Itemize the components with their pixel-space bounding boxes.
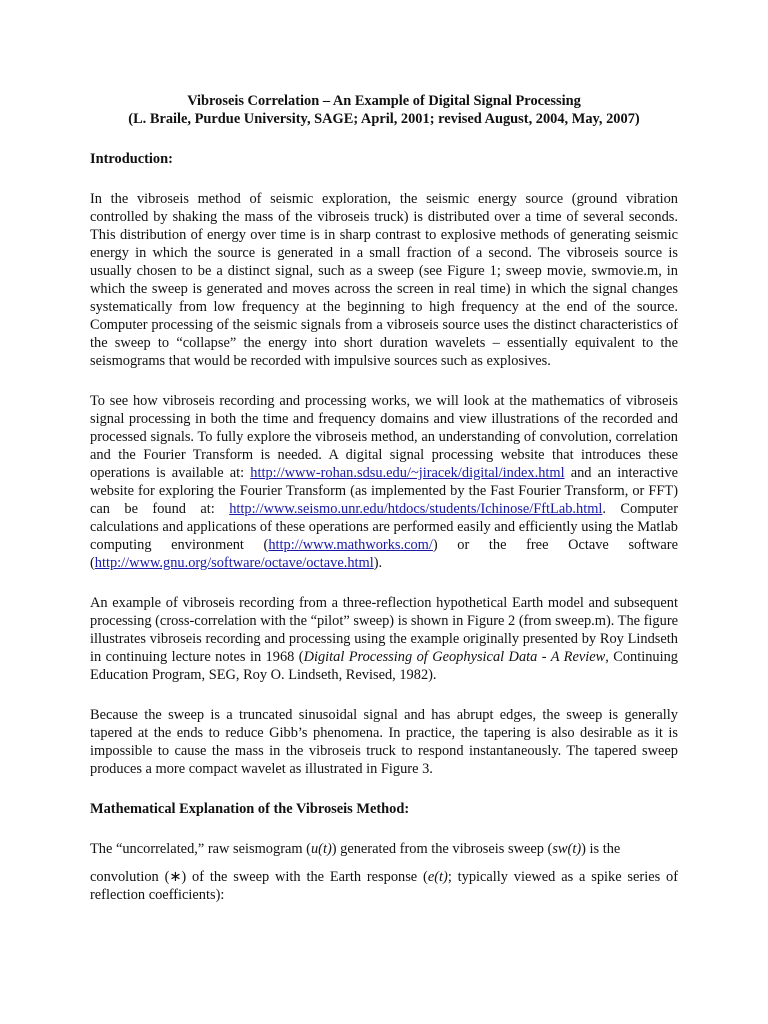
introduction-heading: Introduction: bbox=[90, 151, 173, 167]
document-page bbox=[90, 92, 678, 904]
lindseth-reference-title: Digital Processing of Geophysical Data - A Review bbox=[303, 649, 606, 665]
digital-processing-link[interactable]: http://www-rohan.sdsu.edu/~jiracek/digital/index.html bbox=[250, 465, 565, 481]
mathworks-link[interactable]: http://www.mathworks.com/ bbox=[268, 537, 433, 553]
intro-paragraph-3: An example of vibroseis recording from a three-reflection hypothetical Earth model and subsequent processing (cross-correlation with the “pilot” sweep) is shown in Figure 2 (from sweep.m). The figure illustrates vibroseis recording and processing using the example originally presented by Roy Lindseth in continuing lecture notes in 1968 (Digital Processing of Geophysical Data - A Review, Continuing Education Program, SEG, Roy O. Lindseth, Revised, 1982). bbox=[90, 595, 679, 683]
intro-paragraph-4: Because the sweep is a truncated sinusoidal signal and has abrupt edges, the sweep is generally tapered at the ends to reduce Gibb’s phenomena. In practice, the tapering is also desirable as it is impossible to cause the mass in the vibroseis truck to respond instantaneously. The tapered sweep produces a more compact wavelet as illustrated in Figure 3. bbox=[90, 707, 678, 777]
math-heading: Mathematical Explanation of the Vibroseis Method: bbox=[90, 801, 410, 817]
intro-paragraph-1: In the vibroseis method of seismic exploration, the seismic energy source (ground vibration controlled by shaking the mass of the vibroseis truck) is distributed over a time of several seconds. This distribution of energy over time is in sharp contrast to explosive methods of generating seismic energy in which the source is generated in a small fraction of a second. The vibroseis source is usually chosen to be a distinct signal, such as a sweep (see Figure 1; sweep movie, swmovie.m, in which the sweep is generated and moves across the screen in real time) in which the signal changes systematically from low frequency at the beginning to high frequency at the end of the source. Computer processing of the seismic signals from a vibroseis source uses the distinct characteristics of the sweep to “collapse” the energy into short duration wavelets – essentially equivalent to the seismograms that would be recorded with impulsive sources such as explosives. bbox=[90, 191, 678, 369]
title-line-1: Vibroseis Correlation – An Example of Digital Signal Processing bbox=[187, 93, 581, 109]
fftlab-link[interactable]: http://www.seismo.unr.edu/htdocs/students/Ichinose/FftLab.html bbox=[229, 501, 603, 517]
octave-link[interactable]: http://www.gnu.org/software/octave/octave.html bbox=[94, 555, 374, 571]
document-title bbox=[90, 92, 678, 128]
intro-paragraph-2: To see how vibroseis recording and processing works, we will look at the mathematics of vibroseis signal processing in both the time and frequency domains and view illustrations of the recorded and processed signals. To fully explore the vibroseis method, an understanding of convolution, correlation and the Fourier Transform is needed. A digital signal processing website that introduces these operations is available at: http://www-rohan.sdsu.edu/~jiracek/digital/index.html and an interactive website for exploring the Fourier Transform (as implemented by the Fast Fourier Transform, or FFT) can be found at: http://www.seismo.unr.edu/htdocs/students/Ichinose/FftLab.html. Computer calculations and applications of these operations are performed easily and efficiently using the Matlab computing environment (http://www.mathworks.com/) or the free Octave software (http://www.gnu.org/software/octave/octave.html). bbox=[90, 393, 678, 571]
math-paragraph-line-1: The “uncorrelated,” raw seismogram (u(t)) generated from the vibroseis sweep (sw(t)) is the bbox=[90, 841, 621, 857]
math-paragraph-line-2: convolution (∗) of the sweep with the Earth response (e(t); typically viewed as a spike series of reflection coefficients): bbox=[90, 869, 678, 903]
title-line-2: (L. Braile, Purdue University, SAGE; April, 2001; revised August, 2004, May, 2007) bbox=[128, 111, 640, 127]
